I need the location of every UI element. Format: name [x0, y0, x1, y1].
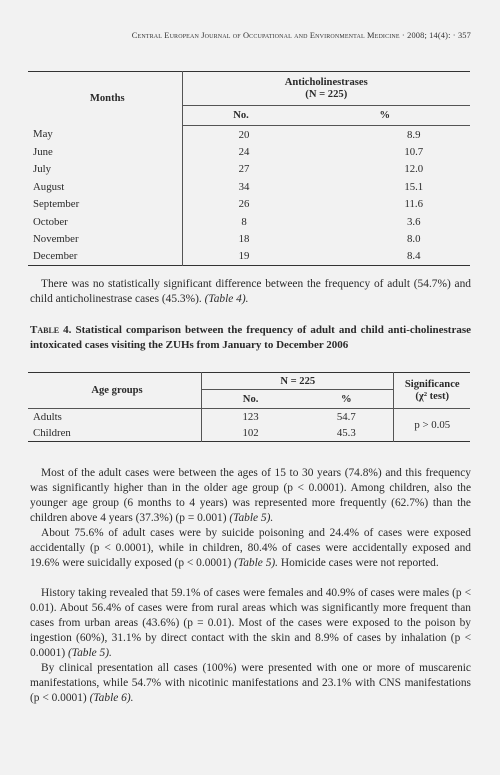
- group-header-line1: Anticholinestrases: [284, 76, 368, 88]
- table-row: [28, 213, 470, 230]
- cell-no: 27: [182, 161, 300, 178]
- col-header-no: No.: [202, 390, 300, 409]
- table-row: [28, 248, 470, 266]
- cell-pct: 8.0: [407, 233, 421, 246]
- paragraph-text: Most of the adult cases were between the ages of 15 to 30 years (74.8%) and this frequency was significantly higher than in the older age group (p < 0.0001). Among children, also the younger age group (6 months to 4 years) was represented more frequently (62.7%) than the children above 4 years (37.3%) (p = 0.001): [30, 467, 471, 524]
- cell-month: October: [33, 215, 68, 228]
- cell-no: 34: [182, 178, 300, 195]
- paragraph: [30, 466, 471, 526]
- table-row: [28, 178, 470, 195]
- paragraph-text: About 75.6% of adult cases were by suicide poisoning and 24.4% of cases were exposed accidentally (p < 0.0001), while in children, 80.4% of cases were accidentally exposed and 19.6% were suicidally exposed (p < 0.0001): [30, 527, 471, 569]
- cell-month: August: [33, 180, 65, 193]
- cell-no: 18: [182, 230, 300, 247]
- paragraph: [30, 526, 471, 571]
- cell-pct: 8.4: [407, 250, 421, 263]
- table-row: [28, 196, 470, 213]
- col-header-significance: [394, 373, 470, 409]
- cell-no: 20: [182, 126, 300, 144]
- table-row: [28, 230, 470, 247]
- cell-month: June: [33, 146, 53, 159]
- col-header-n: N = 225: [202, 373, 394, 390]
- cell-no: 102: [202, 425, 300, 442]
- cell-no: 26: [182, 196, 300, 213]
- cell-no: 123: [202, 409, 300, 426]
- cell-pct: 54.7: [299, 409, 394, 426]
- paragraph-text-tail: Homicide cases were not reported.: [280, 557, 439, 569]
- cell-no: 24: [182, 143, 300, 160]
- cell-pct: 11.6: [404, 198, 424, 211]
- sig-header-line2: (χ² test): [415, 390, 450, 402]
- cell-no: 8: [182, 213, 300, 230]
- col-header-months: Months: [89, 92, 125, 104]
- journal-name: Central European Journal of Occupational and Environmental Medicine: [131, 31, 400, 40]
- table-age-groups: [28, 372, 470, 442]
- paragraph: [30, 661, 471, 706]
- cell-significance: p > 0.05: [394, 409, 470, 442]
- sig-header-line1: Significance: [404, 378, 460, 390]
- cell-pct: 15.1: [404, 180, 424, 193]
- cell-pct: 3.6: [407, 215, 421, 228]
- table-row: [28, 126, 470, 144]
- cell-pct: 12.0: [404, 163, 424, 176]
- caption-text: Statistical comparison between the frequency of adult and child anti-cholinestrase intoxicated cases visiting the ZUHs from January to December 2006: [30, 324, 471, 351]
- cell-group: Adults: [28, 409, 202, 426]
- cell-group: Children: [33, 427, 71, 439]
- table-reference: (Table 4).: [204, 293, 249, 305]
- col-header-no: No.: [182, 106, 300, 126]
- table-row: [28, 143, 470, 160]
- col-header-anticholinestrases: [182, 72, 470, 106]
- cell-pct: 45.3: [336, 427, 356, 439]
- table-row: [28, 409, 470, 426]
- cell-month: September: [33, 198, 80, 211]
- issue-info: 2008; 14(4): · 357: [407, 31, 471, 40]
- col-header-pct: %: [299, 390, 394, 409]
- caption-label: Table 4.: [30, 324, 72, 336]
- table-reference: (Table 6).: [89, 692, 134, 704]
- col-header-age-groups: Age groups: [91, 385, 143, 396]
- table-reference: (Table 5).: [229, 512, 274, 524]
- cell-no: 19: [182, 248, 300, 266]
- paragraph-text: There was no statistically significant difference between the frequency of adult (54.7%) and child anticholinestrase cases (45.3%).: [30, 278, 471, 305]
- paragraph: [30, 277, 471, 307]
- table-row: [28, 161, 470, 178]
- cell-month: November: [33, 233, 79, 246]
- group-header-line2: (N = 225): [305, 88, 348, 100]
- cell-month: December: [33, 250, 78, 263]
- cell-month: July: [33, 163, 51, 176]
- cell-pct: 8.9: [407, 128, 421, 141]
- table-reference: (Table 5).: [67, 647, 112, 659]
- table-caption: [30, 323, 471, 353]
- paragraph-text: History taking revealed that 59.1% of cases were females and 40.9% of cases were males (p < 0.01). About 56.4% of cases were from rural areas which was significantly more frequent than cases from urban areas (43.6%) (p = 0.01). Most of the cases were exposed to the poison by ingestion (60%), 31.1% by direct contact with the skin and 8.9% of cases by inhalation (p < 0.0001): [30, 587, 471, 659]
- running-head: Central European Journal of Occupational and Environmental Medicine · 2008; 14(4): · 357: [131, 31, 471, 40]
- paragraph: [30, 586, 471, 661]
- col-header-pct: %: [300, 106, 470, 126]
- paragraph-text: By clinical presentation all cases (100%) were presented with one or more of muscarenic manifestations, while 54.7% with nicotinic manifestations and 23.1% with CNS manifestations (p < 0.0001): [30, 662, 471, 704]
- table-reference: (Table 5).: [234, 557, 279, 569]
- cell-month: May: [33, 128, 53, 141]
- cell-pct: 10.7: [404, 146, 424, 159]
- table-months: [28, 71, 470, 266]
